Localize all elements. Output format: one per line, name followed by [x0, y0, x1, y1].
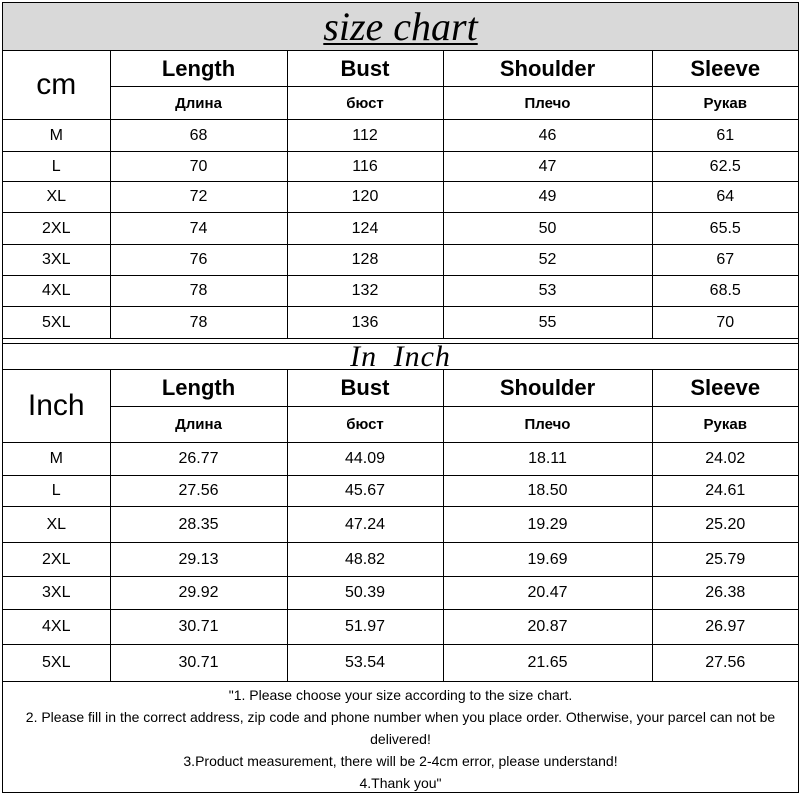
value-cell: 70 — [110, 152, 287, 182]
value-cell: 124 — [287, 213, 443, 245]
header-row-russian — [3, 407, 798, 443]
value-cell: 19.69 — [443, 543, 652, 577]
value-cell: 27.56 — [110, 476, 287, 507]
size-cell: XL — [3, 507, 110, 543]
value-cell: 47 — [443, 152, 652, 182]
column-header-sleeve: Sleeve — [652, 370, 798, 407]
column-header-bust: Bust — [287, 51, 443, 87]
value-cell: 120 — [287, 182, 443, 213]
value-cell: 48.82 — [287, 543, 443, 577]
inch-heading-text: In Inch — [350, 340, 451, 373]
note-line: "1. Please choose your size according to the size chart. — [228, 687, 573, 703]
column-subheader-shoulder: Плечо — [443, 407, 652, 443]
column-header-length: Length — [110, 51, 287, 87]
value-cell: 112 — [287, 120, 443, 152]
inch-section-heading — [3, 340, 798, 373]
value-cell: 132 — [287, 276, 443, 307]
value-cell: 29.13 — [110, 543, 287, 577]
value-cell: 18.11 — [443, 443, 652, 476]
column-header-sleeve: Sleeve — [652, 51, 798, 87]
header-row-english — [3, 51, 798, 87]
value-cell: 74 — [110, 213, 287, 245]
size-chart-sheet — [2, 2, 799, 793]
table-row — [3, 443, 798, 476]
column-subheader-length: Длина — [110, 87, 287, 120]
value-cell: 44.09 — [287, 443, 443, 476]
header-row-russian — [3, 87, 798, 120]
value-cell: 30.71 — [110, 645, 287, 682]
value-cell: 68.5 — [652, 276, 798, 307]
table-row — [3, 276, 798, 307]
column-subheader-sleeve: Рукав — [652, 407, 798, 443]
note-line: 2. Please fill in the correct address, zip code and phone number when you place order. Otherwise, your parcel can not be delivered! — [25, 709, 776, 747]
size-cell: 5XL — [3, 307, 110, 339]
value-cell: 53.54 — [287, 645, 443, 682]
value-cell: 28.35 — [110, 507, 287, 543]
column-header-bust: Bust — [287, 370, 443, 407]
value-cell: 62.5 — [652, 152, 798, 182]
value-cell: 61 — [652, 120, 798, 152]
value-cell: 78 — [110, 307, 287, 339]
value-cell: 65.5 — [652, 213, 798, 245]
size-cell: M — [3, 120, 110, 152]
value-cell: 70 — [652, 307, 798, 339]
value-cell: 25.79 — [652, 543, 798, 577]
value-cell: 51.97 — [287, 610, 443, 645]
value-cell: 50 — [443, 213, 652, 245]
table-row — [3, 120, 798, 152]
size-cell: L — [3, 152, 110, 182]
value-cell: 53 — [443, 276, 652, 307]
cm-table — [3, 50, 798, 339]
title-bar — [3, 3, 798, 51]
value-cell: 52 — [443, 245, 652, 276]
size-cell: XL — [3, 182, 110, 213]
value-cell: 72 — [110, 182, 287, 213]
value-cell: 116 — [287, 152, 443, 182]
column-header-shoulder: Shoulder — [443, 51, 652, 87]
column-subheader-sleeve: Рукав — [652, 87, 798, 120]
table-row — [3, 577, 798, 610]
value-cell: 78 — [110, 276, 287, 307]
value-cell: 27.56 — [652, 645, 798, 682]
table-row — [3, 476, 798, 507]
value-cell: 21.65 — [443, 645, 652, 682]
table-row — [3, 152, 798, 182]
table-row — [3, 645, 798, 682]
value-cell: 46 — [443, 120, 652, 152]
value-cell: 24.02 — [652, 443, 798, 476]
value-cell: 76 — [110, 245, 287, 276]
value-cell: 128 — [287, 245, 443, 276]
note-line: 3.Product measurement, there will be 2-4cm error, please understand! — [183, 753, 618, 769]
column-header-length: Length — [110, 370, 287, 407]
page-title: size chart — [323, 4, 478, 49]
value-cell: 64 — [652, 182, 798, 213]
table-row — [3, 307, 798, 339]
column-subheader-bust: бюст — [287, 407, 443, 443]
value-cell: 24.61 — [652, 476, 798, 507]
unit-label: cm — [3, 51, 110, 120]
column-header-shoulder: Shoulder — [443, 370, 652, 407]
value-cell: 26.38 — [652, 577, 798, 610]
inch-table — [3, 369, 798, 682]
value-cell: 26.97 — [652, 610, 798, 645]
value-cell: 30.71 — [110, 610, 287, 645]
value-cell: 26.77 — [110, 443, 287, 476]
value-cell: 45.67 — [287, 476, 443, 507]
column-subheader-shoulder: Плечо — [443, 87, 652, 120]
value-cell: 50.39 — [287, 577, 443, 610]
value-cell: 29.92 — [110, 577, 287, 610]
size-cell: 4XL — [3, 276, 110, 307]
size-cell: 3XL — [3, 577, 110, 610]
value-cell: 25.20 — [652, 507, 798, 543]
value-cell: 55 — [443, 307, 652, 339]
column-subheader-bust: бюст — [287, 87, 443, 120]
value-cell: 49 — [443, 182, 652, 213]
table-row — [3, 182, 798, 213]
column-subheader-length: Длина — [110, 407, 287, 443]
table-row — [3, 610, 798, 645]
notes-section — [3, 683, 798, 795]
note-line: 4.Thank you" — [359, 775, 442, 791]
value-cell: 67 — [652, 245, 798, 276]
size-cell: 3XL — [3, 245, 110, 276]
value-cell: 18.50 — [443, 476, 652, 507]
value-cell: 47.24 — [287, 507, 443, 543]
size-cell: 2XL — [3, 543, 110, 577]
table-row — [3, 245, 798, 276]
size-cell: L — [3, 476, 110, 507]
table-row — [3, 543, 798, 577]
unit-label: Inch — [3, 370, 110, 443]
size-cell: M — [3, 443, 110, 476]
table-row — [3, 213, 798, 245]
size-cell: 2XL — [3, 213, 110, 245]
size-cell: 5XL — [3, 645, 110, 682]
value-cell: 20.87 — [443, 610, 652, 645]
value-cell: 19.29 — [443, 507, 652, 543]
table-row — [3, 507, 798, 543]
value-cell: 136 — [287, 307, 443, 339]
value-cell: 20.47 — [443, 577, 652, 610]
header-row-english — [3, 370, 798, 407]
value-cell: 68 — [110, 120, 287, 152]
size-cell: 4XL — [3, 610, 110, 645]
